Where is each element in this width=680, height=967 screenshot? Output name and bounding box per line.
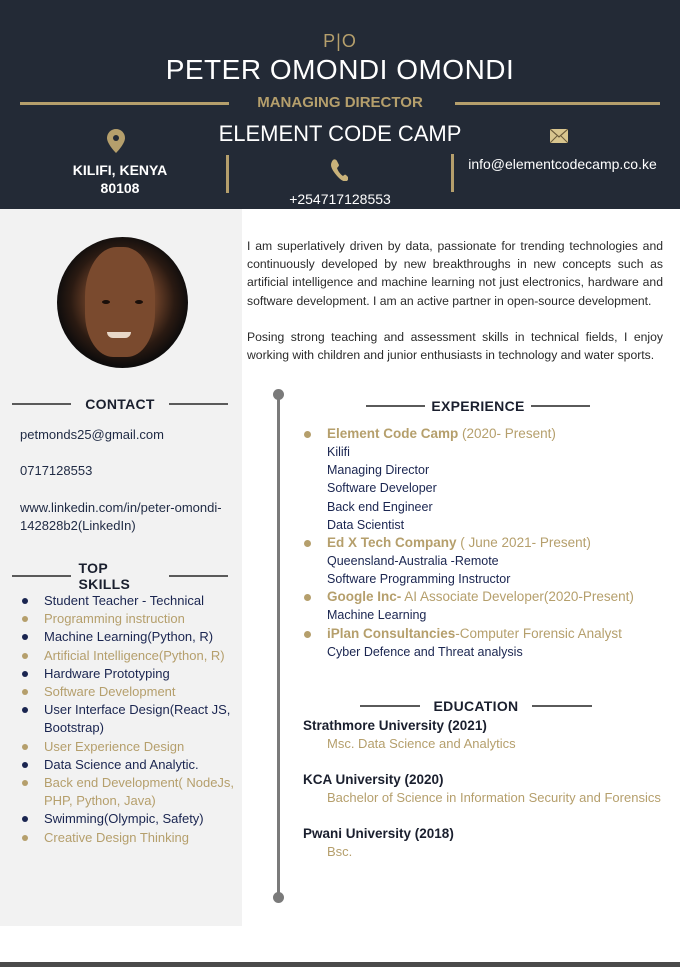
heading-dash bbox=[532, 705, 592, 707]
contact-email[interactable]: petmonds25@gmail.com bbox=[20, 427, 164, 442]
location-postal-code: 80108 bbox=[100, 180, 140, 196]
job-detail-line: Kilifi bbox=[327, 445, 350, 459]
skill-item: Swimming(Olympic, Safety) bbox=[20, 810, 235, 828]
education-list bbox=[303, 717, 673, 879]
job-company: Google Inc- bbox=[327, 589, 402, 605]
job-detail-line: Machine Learning bbox=[327, 608, 427, 623]
job-detail-line: Managing Director bbox=[327, 463, 430, 478]
location bbox=[60, 161, 180, 197]
job-company: Ed X Tech Company bbox=[327, 535, 457, 551]
skill-item: Machine Learning(Python, R) bbox=[20, 628, 235, 646]
job-detail-line: Back end Engineer bbox=[327, 499, 433, 514]
timeline-dot-bottom bbox=[273, 892, 284, 903]
skills-heading-label: TOP SKILLS bbox=[78, 560, 131, 592]
divider-vertical-right bbox=[451, 154, 454, 192]
degree-name: Msc. Data Science and Analytics bbox=[327, 736, 516, 751]
header-email[interactable]: info@elementcodecamp.co.ke bbox=[468, 156, 657, 172]
job-detail-line: Software Programming Instructor bbox=[327, 572, 511, 587]
job-entry bbox=[303, 625, 673, 661]
skill-item: Back end Development( NodeJs, PHP, Python, Java) bbox=[20, 774, 235, 810]
school-name: Strathmore University (2021) bbox=[303, 718, 487, 733]
map-pin-icon bbox=[107, 129, 125, 153]
job-title: MANAGING DIRECTOR bbox=[257, 94, 423, 111]
contact-heading bbox=[12, 396, 228, 412]
initials-monogram: P|O bbox=[323, 31, 357, 51]
job-company: Element Code Camp bbox=[327, 426, 459, 441]
job-detail: AI Associate Developer(2020-Present) bbox=[401, 589, 634, 605]
experience-heading bbox=[366, 398, 590, 414]
education-heading bbox=[360, 698, 592, 714]
skill-item: Programming instruction bbox=[20, 610, 235, 628]
job-title-line bbox=[327, 534, 673, 552]
profile-summary bbox=[247, 237, 663, 364]
skill-item: Data Science and Analytic. bbox=[20, 756, 235, 774]
job-title-line bbox=[327, 588, 673, 606]
heading-dash bbox=[531, 405, 590, 407]
summary-paragraph: I am superlatively driven by data, passionate for trending technologies and continuously developed by new breakthroughs in new concepts such as artificial intelligence and machine learning not just electronics, hardware and software development. I am an active partner in open-source development. bbox=[247, 239, 663, 308]
heading-dash bbox=[12, 575, 71, 577]
skills-list bbox=[20, 592, 235, 847]
contact-heading-label: CONTACT bbox=[85, 396, 155, 412]
school-name: Pwani University (2018) bbox=[303, 826, 454, 841]
phone-icon bbox=[330, 159, 348, 181]
skill-item: User Interface Design(React JS, Bootstrap) bbox=[20, 701, 235, 737]
profile-photo-eye-right bbox=[135, 300, 143, 304]
resume-header bbox=[0, 0, 680, 209]
contact-phone[interactable]: 0717128553 bbox=[20, 463, 93, 478]
skill-item: Hardware Prototyping bbox=[20, 665, 235, 683]
divider-vertical-left bbox=[226, 155, 229, 193]
linkedin-url-part1: www.linkedin.com/in/peter-omondi- bbox=[20, 500, 222, 515]
contact-linkedin[interactable] bbox=[20, 499, 230, 535]
linkedin-url-part2: 142828b2(LinkedIn) bbox=[20, 518, 136, 533]
summary-paragraph: Posing strong teaching and assessment skills in technical fields, I enjoy working with children and junior enthusiasts in technology and water sports. bbox=[247, 329, 663, 363]
full-name: PETER OMONDI OMONDI bbox=[165, 54, 515, 85]
experience-heading-label: EXPERIENCE bbox=[431, 398, 525, 414]
heading-dash bbox=[169, 403, 228, 405]
heading-dash bbox=[360, 705, 420, 707]
degree-name: Bachelor of Science in Information Security and Forensics bbox=[327, 790, 661, 805]
job-detail-line: Queensland-Australia -Remote bbox=[327, 554, 499, 569]
profile-photo-mouth bbox=[107, 332, 131, 338]
page-bottom-edge bbox=[0, 962, 680, 967]
envelope-icon bbox=[550, 129, 568, 143]
skill-item: Creative Design Thinking bbox=[20, 829, 235, 847]
profile-photo bbox=[57, 237, 188, 368]
job-detail: ( June 2021- Present) bbox=[456, 535, 591, 551]
skill-item: Student Teacher - Technical bbox=[20, 592, 235, 610]
job-detail-line: Software Developer bbox=[327, 481, 437, 496]
job-detail: -Computer Forensic Analyst bbox=[455, 625, 622, 641]
education-heading-label: EDUCATION bbox=[433, 698, 519, 714]
job-detail: (2020- Present) bbox=[458, 426, 556, 441]
job-detail-line: Cyber Defence and Threat analysis bbox=[327, 644, 523, 659]
skill-item: Software Development bbox=[20, 683, 235, 701]
heading-dash bbox=[169, 575, 228, 577]
heading-dash bbox=[366, 405, 425, 407]
job-entry bbox=[303, 534, 673, 588]
job-company: iPlan Consultancies bbox=[327, 625, 456, 641]
timeline-dot-top bbox=[273, 389, 284, 400]
heading-dash bbox=[12, 403, 71, 405]
job-entry bbox=[303, 425, 673, 534]
divider-line-right bbox=[455, 102, 660, 105]
header-phone[interactable]: +254717128553 bbox=[289, 191, 391, 207]
job-detail-line: Data Scientist bbox=[327, 517, 405, 532]
skills-heading bbox=[12, 560, 228, 592]
school-name: KCA University (2020) bbox=[303, 772, 444, 787]
location-city: KILIFI, KENYA bbox=[72, 162, 168, 178]
job-entry bbox=[303, 588, 673, 624]
experience-list bbox=[303, 425, 673, 661]
profile-photo-face bbox=[85, 247, 155, 357]
profile-photo-eye-left bbox=[102, 300, 110, 304]
job-title-line bbox=[327, 425, 673, 443]
company-name: ELEMENT CODE CAMP bbox=[218, 121, 462, 146]
timeline-line bbox=[277, 394, 280, 898]
job-title-line bbox=[327, 625, 673, 643]
skill-item: Artificial Intelligence(Python, R) bbox=[20, 647, 235, 665]
skill-item: User Experience Design bbox=[20, 738, 235, 756]
degree-name: Bsc. bbox=[327, 844, 353, 859]
